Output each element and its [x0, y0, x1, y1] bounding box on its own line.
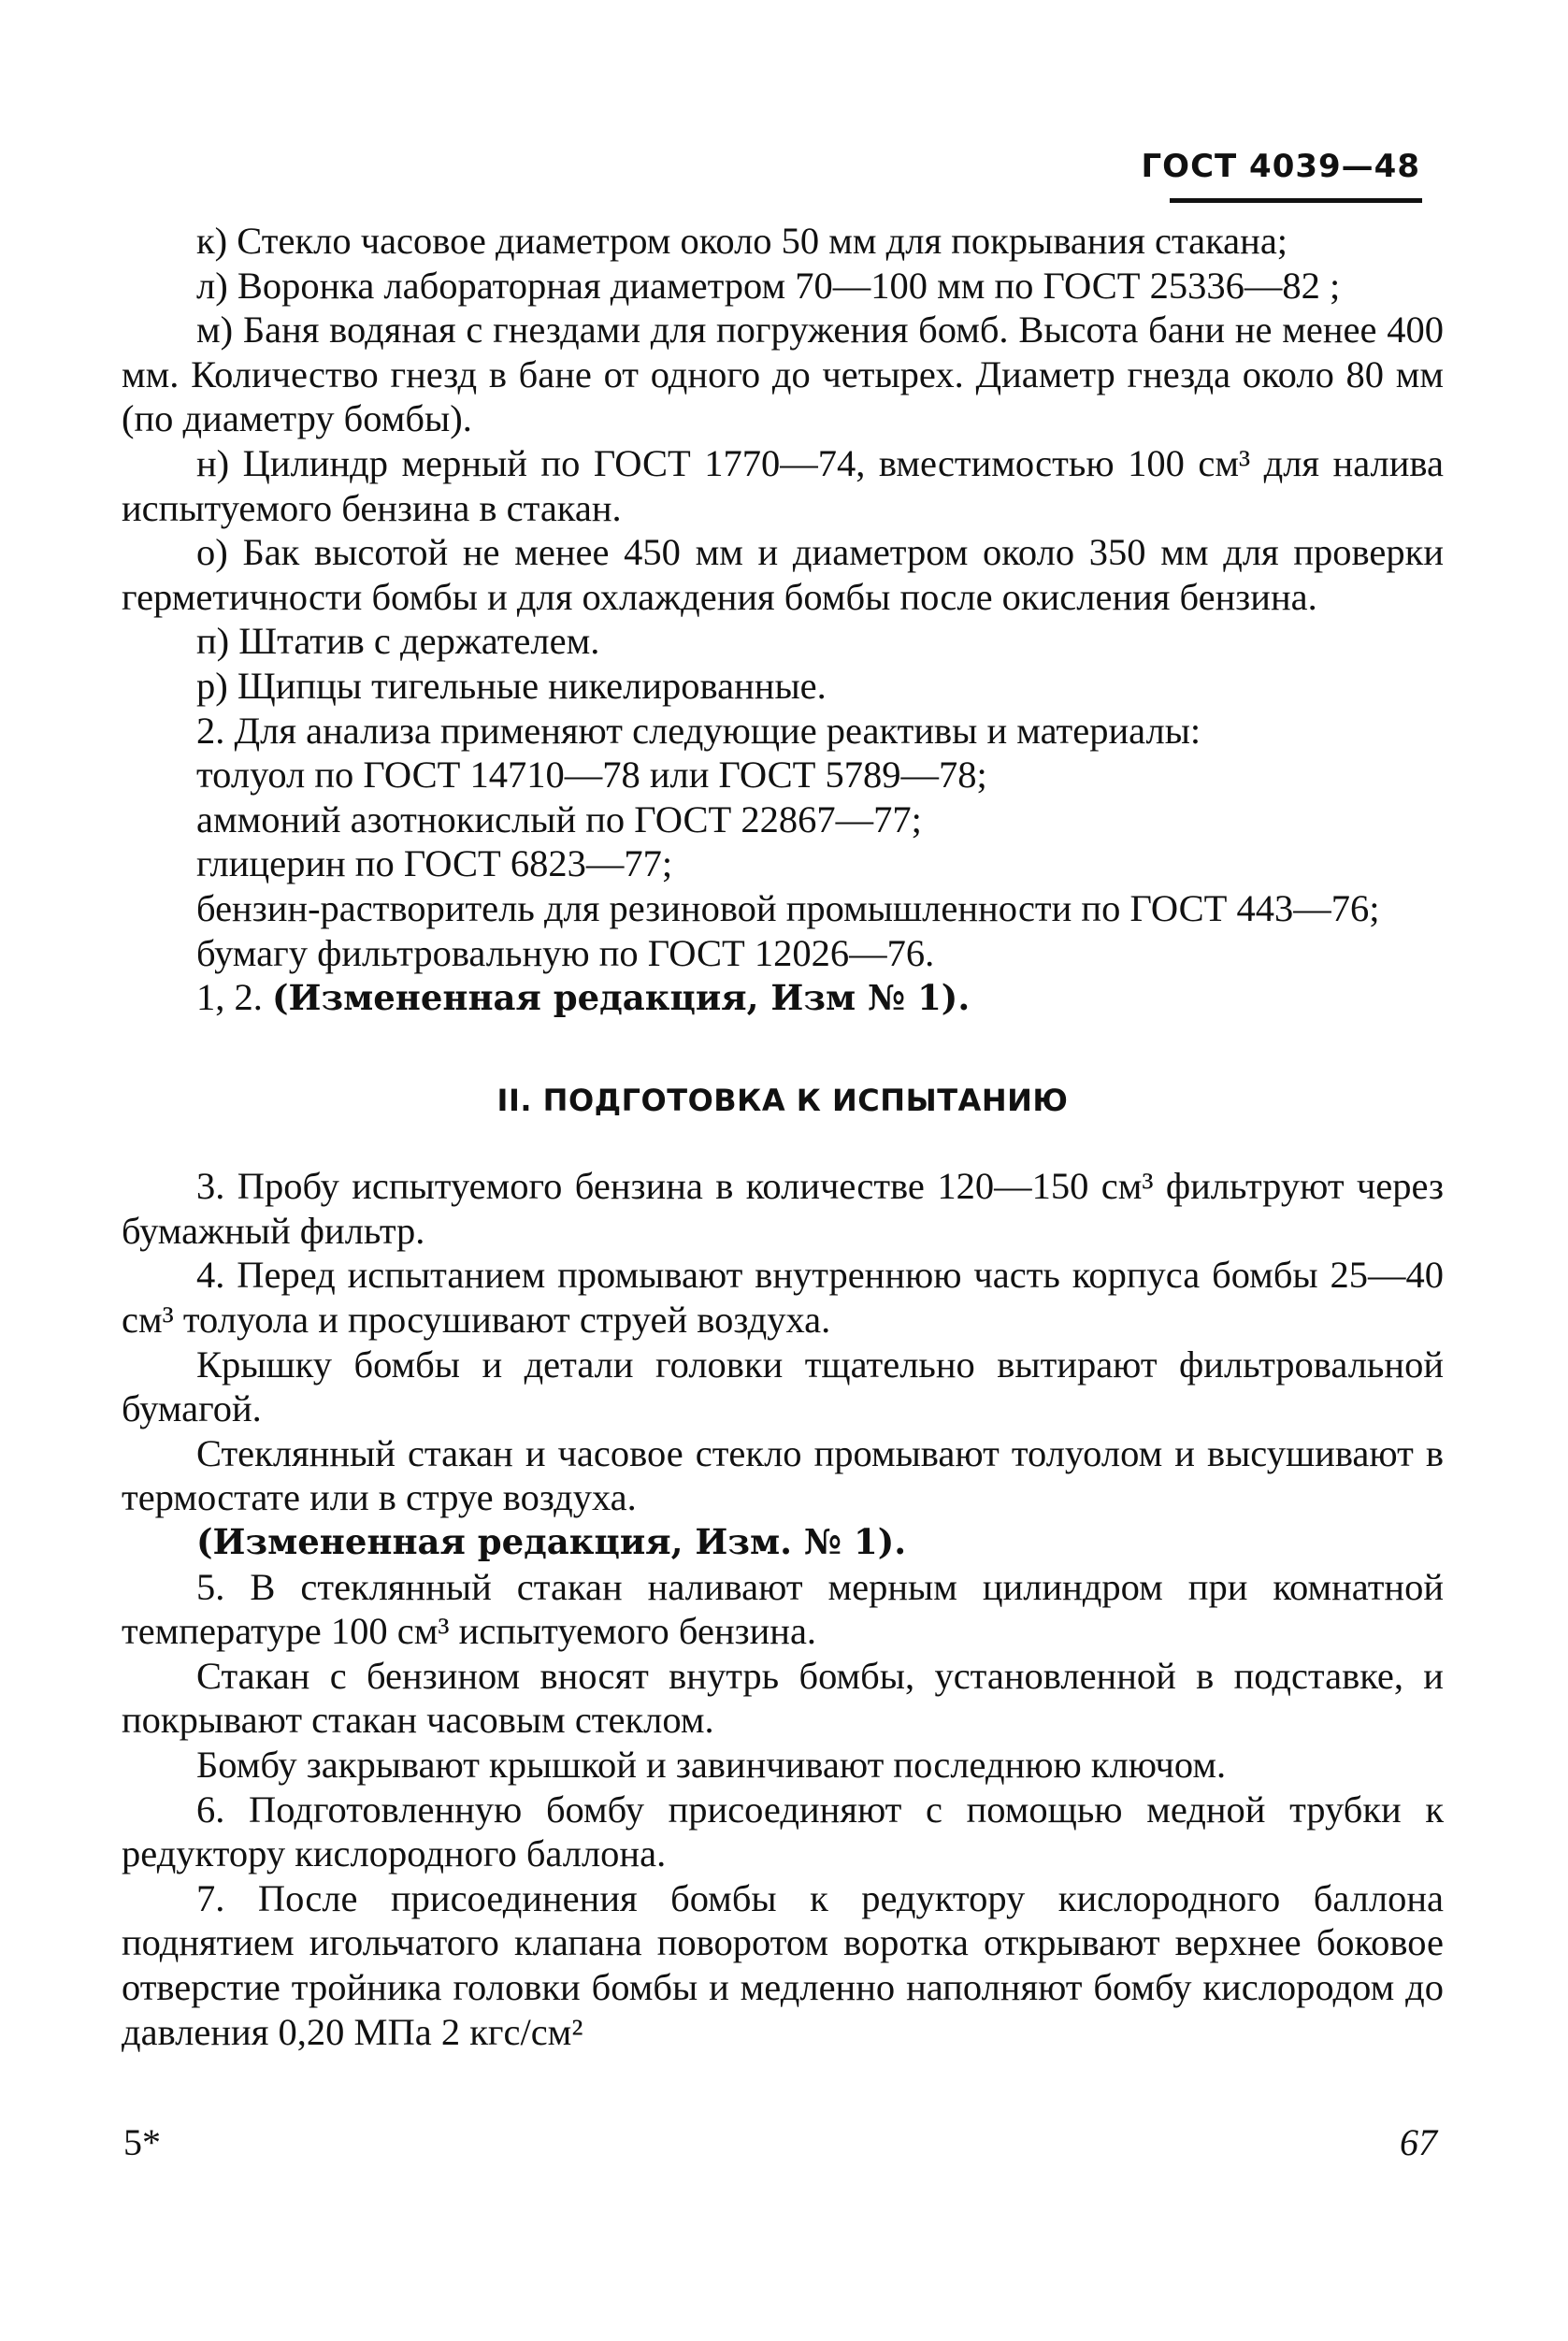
- amendment-text: (Измененная редакция, Изм № 1).: [272, 977, 971, 1019]
- item-k: к) Стекло часовое диаметром около 50 мм для покрывания стакана;: [196, 220, 1288, 262]
- page-number: 67: [1400, 2121, 1437, 2163]
- clause-5-beaker: Стакан с бензином вносят внутрь бомбы, установленной в подставке, и покрывают стакан часовым стеклом.: [122, 1654, 1444, 1742]
- material-solvent: бензин-растворитель для резиновой промышленности по ГОСТ 443—76;: [196, 886, 1380, 929]
- clause-2-intro: 2. Для анализа применяют следующие реактивы и материалы:: [196, 709, 1201, 752]
- clause-7: 7. После присоединения бомбы к редуктору кислородного баллона поднятием игольчатого клапана поворотом воротка открывают верхнее боковое отверстие тройника головки бомбы и медленно наполняют бомбу кислородом до давления 0,20 МПа 2 кгс/см²: [122, 1876, 1444, 2053]
- clause-4-lid: Крышку бомбы и детали головки тщательно вытирают фильтровальной бумагой.: [122, 1343, 1444, 1430]
- standard-number: ГОСТ 4039—48: [1141, 148, 1420, 185]
- signature-mark: 5*: [123, 2121, 161, 2163]
- amendment-note-2: (Измененная редакция, Изм. № 1).: [196, 1521, 907, 1563]
- item-n: н) Цилиндр мерный по ГОСТ 1770—74, вместимостью 100 см³ для налива испытуемого бензина в стакан.: [122, 441, 1444, 529]
- item-o: о) Бак высотой не менее 450 мм и диаметром около 350 мм для проверки герметичности бомбы и для охлаждения бомбы после окисления бензина.: [122, 531, 1444, 618]
- material-ammonium-nitrate: аммоний азотнокислый по ГОСТ 22867—77;: [196, 797, 922, 840]
- amendment-note-1: [122, 975, 1444, 1021]
- item-m: м) Баня водяная с гнездами для погружения бомб. Высота бани не менее 400 мм. Количество гнезд в бане от одного до четырех. Диаметр гнезда около 80 мм (по диаметру бомбы).: [122, 309, 1444, 440]
- item-l: л) Воронка лабораторная диаметром 70—100 мм по ГОСТ 25336—82 ;: [196, 264, 1341, 307]
- clause-5-lid: Бомбу закрывают крышкой и завинчивают последнюю ключом.: [196, 1744, 1227, 1786]
- clause-4: 4. Перед испытанием промывают внутреннюю часть корпуса бомбы 25—40 см³ толуола и просушивают струей воздуха.: [122, 1254, 1444, 1342]
- clause-4-glass: Стеклянный стакан и часовое стекло промывают толуолом и высушивают в термостате или в струе воздуха.: [122, 1431, 1444, 1519]
- clause-3: 3. Пробу испытуемого бензина в количестве 120—150 см³ фильтруют через бумажный фильтр.: [122, 1165, 1444, 1252]
- clause-6: 6. Подготовленную бомбу присоединяют с помощью медной трубки к редуктору кислородного баллона.: [122, 1788, 1444, 1875]
- material-toluene: толуол по ГОСТ 14710—78 или ГОСТ 5789—78;: [196, 754, 987, 797]
- document-body: [122, 219, 1444, 2054]
- clause-5: 5. В стеклянный стакан наливают мерным цилиндром при комнатной температуре 100 см³ испытуемого бензина.: [122, 1565, 1444, 1653]
- section-title: II. ПОДГОТОВКА К ИСПЫТАНИЮ: [496, 1082, 1069, 1118]
- material-filter-paper: бумагу фильтровальную по ГОСТ 12026—76.: [196, 931, 935, 974]
- item-r: р) Щипцы тигельные никелированные.: [196, 664, 827, 707]
- item-p: п) Штатив с держателем.: [196, 620, 600, 663]
- amendment-clauses: 1, 2.: [196, 976, 272, 1019]
- header-rule: [1170, 198, 1422, 203]
- material-glycerin: глицерин по ГОСТ 6823—77;: [196, 842, 673, 885]
